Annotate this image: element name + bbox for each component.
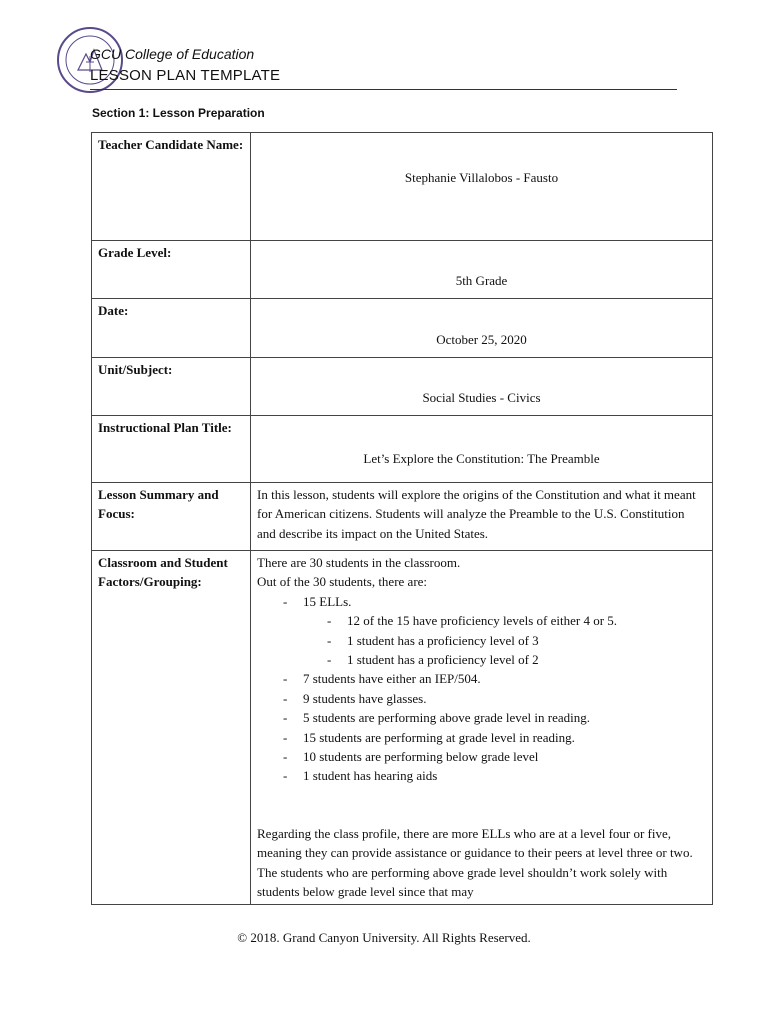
section-heading: Section 1: Lesson Preparation [92, 106, 265, 120]
list-item: - 10 students are performing below grade level [257, 747, 706, 766]
lesson-plan-table [91, 132, 713, 905]
table-row [92, 299, 713, 358]
classroom-value [251, 551, 713, 905]
summary-label: Lesson Summary and Focus: [92, 483, 251, 551]
unit-value: Social Studies - Civics [251, 358, 713, 416]
copyright-footer: © 2018. Grand Canyon University. All Rights Reserved. [237, 930, 531, 945]
teacher-value: Stephanie Villalobos - Fausto [251, 133, 713, 241]
classroom-intro-1: There are 30 students in the classroom. [257, 555, 461, 570]
date-label: Date: [92, 299, 251, 358]
list-item: - 1 student has a proficiency level of 2 [257, 650, 706, 669]
summary-value: In this lesson, students will explore the origins of the Constitution and what it meant for American citizens. Students will analyze the Preamble to the U.S. Constitution and describe its impact on the United States. [251, 483, 713, 551]
table-row [92, 483, 713, 551]
plan-title-label: Instructional Plan Title: [92, 416, 251, 483]
plan-title-value: Let’s Explore the Constitution: The Preamble [251, 416, 713, 483]
list-item: - 1 student has hearing aids [257, 766, 706, 785]
college-name: GCU College of Education [90, 46, 255, 62]
spacer [257, 786, 706, 824]
teacher-label: Teacher Candidate Name: [92, 133, 251, 241]
unit-label: Unit/Subject: [92, 358, 251, 416]
table-row [92, 133, 713, 241]
classroom-intro-2: Out of the 30 students, there are: [257, 574, 428, 590]
list-item: - 7 students have either an IEP/504. [257, 669, 706, 688]
classroom-label: Classroom and Student Factors/Grouping: [92, 551, 251, 905]
table-row [92, 551, 713, 905]
list-item: - 1 student has a proficiency level of 3 [257, 631, 706, 650]
class-profile-paragraph: Regarding the class profile, there are more ELLs who are at a level four or five, meaning they can provide assistance or guidance to their peers at level three or two. The students who are performing above grade level shouldn’t work solely with students below grade level since that may [257, 825, 693, 900]
list-item: - 15 ELLs. [257, 592, 706, 611]
table-row [92, 358, 713, 416]
list-item: - 12 of the 15 have proficiency levels of either 4 or 5. [257, 611, 706, 630]
date-value: October 25, 2020 [251, 299, 713, 358]
list-item: - 15 students are performing at grade level in reading. [257, 728, 706, 747]
list-item: - 9 students have glasses. [257, 689, 706, 708]
grade-value: 5th Grade [251, 241, 713, 299]
header-divider [90, 89, 677, 90]
table-row [92, 241, 713, 299]
template-title: LESSON PLAN TEMPLATE [90, 67, 281, 84]
grade-label: Grade Level: [92, 241, 251, 299]
table-row [92, 416, 713, 483]
list-item: - 5 students are performing above grade level in reading. [257, 708, 706, 727]
student-factors-list [257, 592, 706, 786]
